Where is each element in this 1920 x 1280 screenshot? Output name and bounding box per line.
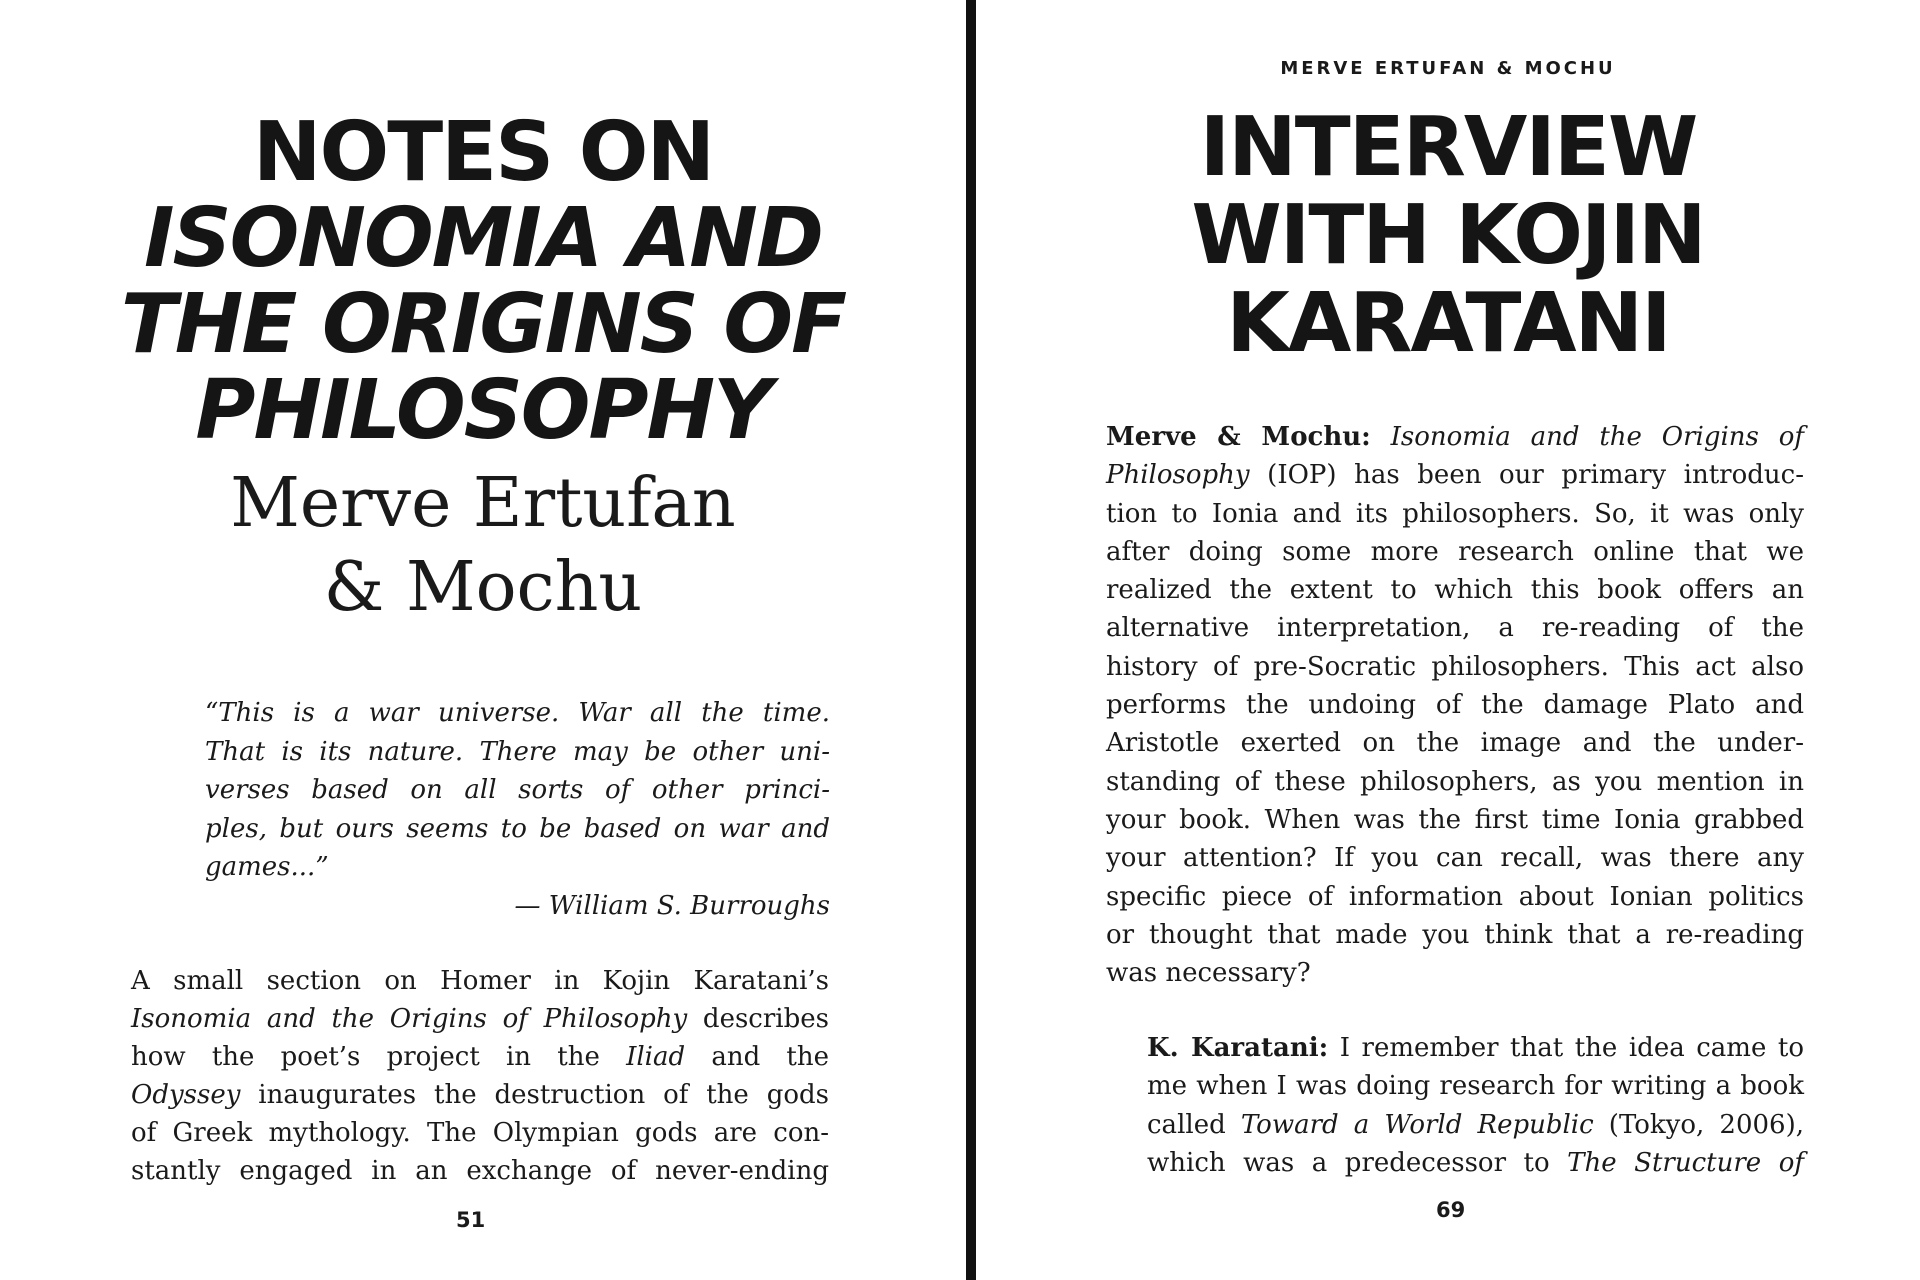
body-line: your book. When was the first time Ionia grabbed <box>1106 804 1804 835</box>
interview-question <box>1106 418 1804 992</box>
text-run: of Greek mythology. The Olympian gods are con- <box>131 1118 829 1148</box>
body-text <box>131 962 829 1190</box>
body-line: Aristotle exerted on the image and the under- <box>1106 728 1804 759</box>
title-line: ISONOMIA AND <box>144 191 822 286</box>
epigraph-attribution: — William S. Burroughs <box>514 890 830 921</box>
epigraph-line: ples, but ours seems to be based on war and <box>205 813 830 844</box>
text-run: (IOP) has been our primary introduc- <box>1249 460 1804 491</box>
epigraph-line: games...” <box>205 852 329 882</box>
text-run: inaugurates the destruction of the gods <box>240 1080 829 1110</box>
author-byline <box>0 462 966 630</box>
running-head: MERVE ERTUFAN & MOCHU <box>1280 58 1616 79</box>
body-line: realized the extent to which this book offers an <box>1106 575 1804 606</box>
body-line: after doing some more research online that we <box>1106 536 1804 567</box>
title-line: INTERVIEW <box>1199 100 1697 195</box>
body-line: standing of these philosophers, as you mention in <box>1106 766 1804 797</box>
body-line: alternative interpretation, a re-reading of the <box>1106 613 1804 644</box>
text-run: called <box>1147 1109 1241 1140</box>
book-spine-divider <box>966 0 976 1280</box>
book-title: Toward a World Republic <box>1240 1109 1594 1140</box>
byline-line: Merve Ertufan <box>230 464 736 543</box>
speaker-label: Merve & Mochu: <box>1106 422 1371 452</box>
page-number: 69 <box>1436 1198 1466 1222</box>
epigraph-line: “This is a war universe. War all the time. <box>205 698 830 728</box>
body-line <box>1147 1029 1804 1067</box>
text-run: how the poet’s project in the <box>131 1042 627 1072</box>
title-line: PHILOSOPHY <box>195 363 771 458</box>
text-run: and the <box>685 1042 829 1072</box>
page-number: 51 <box>456 1208 486 1232</box>
body-line: tion to Ionia and its philosophers. So, it was only <box>1106 498 1804 529</box>
body-line <box>1106 456 1804 494</box>
epigraph-line: That is its nature. There may be other uni- <box>205 736 830 767</box>
body-line <box>1106 418 1804 456</box>
text-run: I remember that the idea came to <box>1328 1033 1804 1063</box>
book-title: Iliad <box>626 1042 686 1072</box>
body-line: specific piece of information about Ionian politics <box>1106 881 1804 912</box>
interview-answer <box>1147 1029 1804 1182</box>
byline-line: & Mochu <box>323 548 643 627</box>
epigraph-line: verses based on all sorts of other princi- <box>205 775 830 805</box>
body-line <box>131 962 829 1000</box>
body-line <box>1147 1106 1804 1144</box>
text-run: A small section on Homer in Kojin Karatani’s <box>131 966 829 996</box>
body-line: history of pre-Socratic philosophers. This act also <box>1106 651 1804 682</box>
title-line: WITH KOJIN <box>1191 188 1705 283</box>
body-line: performs the undoing of the damage Plato and <box>1106 690 1804 721</box>
book-title: Philosophy <box>1106 460 1250 491</box>
text-run: stantly engaged in an exchange of never-ending <box>131 1156 829 1186</box>
body-line <box>131 1114 829 1152</box>
body-line <box>131 1152 829 1190</box>
body-line <box>131 1000 829 1038</box>
title-line: KARATANI <box>1226 276 1670 371</box>
body-line: or thought that made you think that a re-reading <box>1106 919 1804 950</box>
text-run: (Tokyo, 2006), <box>1593 1109 1804 1140</box>
text-run: which was a predecessor to <box>1147 1147 1568 1178</box>
text-run: describes <box>687 1004 829 1034</box>
body-line <box>1147 1144 1804 1182</box>
epigraph <box>205 694 830 925</box>
article-title <box>0 105 966 458</box>
body-line: me when I was doing research for writing a book <box>1147 1071 1804 1102</box>
book-title: The Structure of <box>1567 1147 1804 1178</box>
book-title: Odyssey <box>131 1080 241 1110</box>
body-line: was necessary? <box>1106 958 1311 989</box>
book-title: Isonomia and the Origins of Philosophy <box>131 1004 688 1034</box>
body-line <box>131 1076 829 1114</box>
book-title: Isonomia and the Origins of <box>1370 422 1805 452</box>
title-line: THE ORIGINS OF <box>120 277 846 372</box>
body-line <box>131 1038 829 1076</box>
interview-title <box>976 100 1920 371</box>
body-line: your attention? If you can recall, was there any <box>1106 843 1804 874</box>
title-line: NOTES ON <box>252 105 714 200</box>
speaker-label: K. Karatani: <box>1147 1033 1329 1063</box>
